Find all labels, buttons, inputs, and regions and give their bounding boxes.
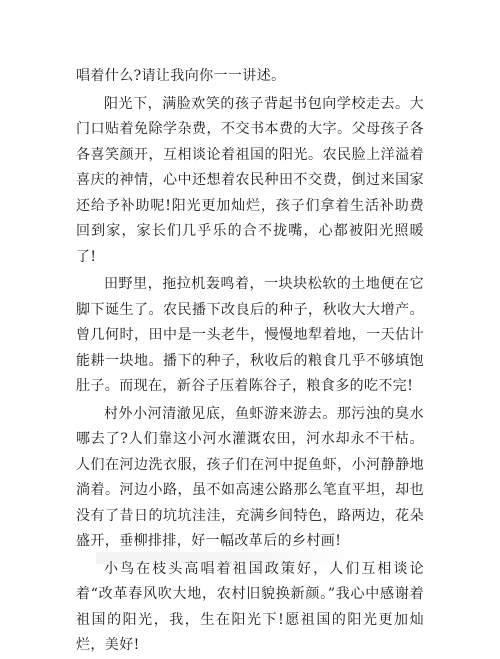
text-line-opening: 唱着什么?请让我向你一一讲述。 [76,68,286,84]
document-body [76,64,424,659]
paragraph-sunshine: 阳光下，满脸欢笑的孩子背起书包向学校走去。大门口贴着免除学杂费，不交书本费的大字。父母孩子各各喜笑颜开，互相谈论着祖国的阳光。农民脸上洋溢着喜庆的神情，心中还想着农民种田不交费，倒过来国家还给予补助呢!阳光更加灿烂，孩子们拿着生活补助费回到家，家长们几乎乐的合不拢嘴，心都被阳光照暖了! [76,95,424,265]
paragraph-closing: 小鸟在枝头高唱着祖国政策好，人们互相谈论着“改革春风吹大地，农村旧貌换新颜。”我心中感谢着祖国的阳光，我，生在阳光下!愿祖国的阳光更加灿烂，美好! [76,560,424,653]
paragraph-river: 村外小河清澈见底，鱼虾游来游去。那污浊的臭水哪去了?人们靠这小河水灌溉农田，河水却永不干枯。人们在河边洗衣服，孩子们在河中捉鱼虾，小河静静地淌着。河边小路，虽不如高速公路那么笔直平坦，却也没有了昔日的坑坑洼洼，充满乡间特色，路两边，花朵盛开，垂柳排排，好一幅改革后的乡村画! [76,405,424,549]
faded-footer-mark [96,552,356,564]
paragraph-fields: 田野里，拖拉机轰鸣着，一块块松软的土地便在它脚下诞生了。农民播下改良后的种子，秋收大大增产。曾几何时，田中是一头老牛，慢慢地犁着地，一天估计能耕一块地。播下的种子，秋收后的粮食几乎不够填饱肚子。而现在，新谷子压着陈谷子，粮食多的吃不完! [76,276,424,394]
